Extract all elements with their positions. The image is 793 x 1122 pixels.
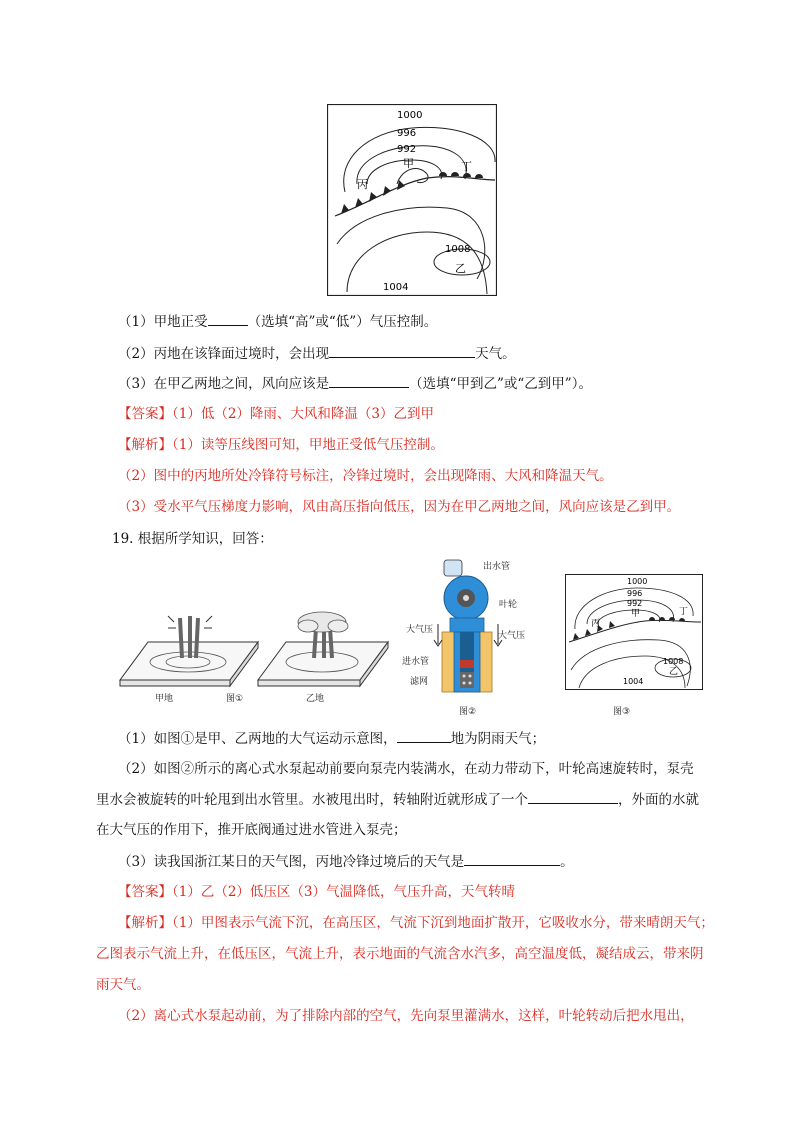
q19-answer	[118, 882, 515, 902]
q19-part2a: （2）如图②所示的离心式水泵起动前要向泵壳内装满水，在动力带动下，叶轮高速旋转时，泵壳	[118, 761, 694, 777]
q19-part3-text: （3）读我国浙江某日的天气图，丙地冷锋过境后的天气是	[118, 854, 465, 870]
map3-place-bing: 丙	[591, 619, 601, 629]
q19-blank3[interactable]	[464, 851, 560, 866]
map3-place-yi: 乙	[669, 667, 679, 677]
q18-blank1[interactable]	[208, 311, 248, 326]
map3-isobar-1000: 1000	[627, 577, 648, 586]
fig1-right-label: 乙地	[306, 694, 325, 704]
answer-tag: 【答案】	[118, 406, 172, 422]
q18-part3-text: （3）在甲乙两地之间，风向应该是	[118, 376, 330, 392]
pump-air-left-label: 大气压	[406, 625, 434, 635]
q19-blank2[interactable]	[528, 789, 618, 804]
q19-part2b-text: 里水会被旋转的叶轮甩到出水管里。水被甩出时，转轴附近就形成了一个	[96, 792, 528, 808]
isobar-label-992: 992	[397, 144, 417, 155]
q18-part1-text: （1）甲地正受	[118, 314, 208, 330]
q18-answer-text: （1）低（2）降雨、大风和降温（3）乙到甲	[172, 406, 435, 422]
q19-analysis1b: 乙图表示气流上升，在低压区，气流上升，表示地面的气流含水汽多，高空温度低，凝结成云，带来阴	[96, 946, 704, 962]
map3-isobar-996: 996	[627, 589, 643, 598]
q18-analysis1	[118, 435, 444, 455]
q19-part2b	[96, 789, 699, 810]
pump-filter-label: 滤网	[410, 677, 429, 687]
fig1-left-label: 甲地	[155, 694, 174, 704]
q18-part2-text: （2）丙地在该锋面过境时，会出现	[118, 346, 330, 362]
pump-outlet-label: 出水管	[483, 562, 511, 572]
pump-air-right-label: 大气压	[498, 631, 526, 641]
q19-analysis2: （2）离心式水泵起动前，为了排除内部的空气，先向泵里灌满水，这样，叶轮转动后把水甩出，	[118, 1008, 694, 1024]
q19-part1-text-after: 地为阴雨天气；	[450, 731, 546, 747]
q19-part1	[118, 728, 545, 749]
map3-isobar-1004: 1004	[623, 677, 644, 686]
pump-impeller-label: 叶轮	[499, 600, 518, 610]
map3-place-jia: 甲	[631, 609, 641, 619]
q19-part3	[118, 851, 574, 872]
isobar-label-1004: 1004	[383, 282, 409, 293]
place-jia: 甲	[403, 157, 414, 170]
q18-part1	[118, 311, 437, 332]
q19-part2c: 在大气压的作用下，推开底阀通过进水管进入泵壳；	[96, 822, 407, 838]
fig2-caption: 图②	[459, 707, 477, 717]
place-yi: 乙	[455, 262, 466, 275]
isobar-label-1000: 1000	[397, 110, 423, 121]
analysis-tag-19: 【解析】	[118, 915, 172, 931]
q19-analysis1c: 雨天气。	[96, 977, 150, 993]
isobar-label-996: 996	[397, 128, 417, 139]
figure2-pump	[430, 556, 510, 696]
q18-part1-text-after: （选填“高”或“低”）气压控制。	[247, 314, 438, 330]
q19-part3-text-after: 。	[560, 854, 574, 870]
q18-blank3[interactable]	[329, 373, 409, 388]
map3-place-ding: 丁	[679, 607, 689, 617]
map3-isobar-992: 992	[627, 599, 643, 608]
place-ding: 丁	[461, 160, 472, 173]
pump-inlet-label: 进水管	[402, 657, 430, 667]
isobar-map-figure	[327, 104, 497, 296]
q19-part2b-text-after: ，外面的水就	[618, 792, 699, 808]
q18-part2-text-after: 天气。	[475, 346, 516, 362]
q18-part3-text-after: （选填“甲到乙”或“乙到甲”）。	[409, 376, 592, 392]
analysis-tag: 【解析】	[118, 437, 172, 453]
q19-analysis1a-text: （1）甲图表示气流下沉，在高压区，气流下沉到地面扩散开，它吸收水分，带来晴朗天气；	[172, 915, 714, 931]
map3-isobar-1008: 1008	[663, 657, 684, 666]
answer-tag-19: 【答案】	[118, 884, 172, 900]
q18-analysis1-text: （1）读等压线图可知，甲地正受低气压控制。	[172, 437, 444, 453]
place-bing: 丙	[357, 178, 368, 191]
q19-answer-text: （1）乙（2）低压区（3）气温降低，气压升高，天气转晴	[172, 884, 516, 900]
q18-analysis2: （2）图中的丙地所处冷锋符号标注，冷锋过境时，会出现降雨、大风和降温天气。	[118, 468, 613, 484]
figure3-weather-map	[565, 574, 703, 690]
fig3-caption: 图③	[613, 707, 631, 717]
q18-part2	[118, 343, 516, 364]
q18-blank2[interactable]	[329, 343, 475, 358]
q18-analysis3: （3）受水平气压梯度力影响，风由高压指向低压，因为在甲乙两地之间，风向应该是乙到甲。	[118, 499, 681, 515]
isobar-label-1008: 1008	[445, 244, 471, 255]
q19-part1-text: （1）如图①是甲、乙两地的大气运动示意图，	[118, 731, 397, 747]
q18-answer	[118, 404, 434, 424]
q18-part3	[118, 373, 592, 394]
fig1-caption: 图①	[226, 694, 244, 704]
q19-analysis1a	[118, 913, 714, 933]
q19-blank1[interactable]	[397, 728, 451, 743]
q19-stem: 19. 根据所学知识，回答：	[112, 531, 273, 547]
